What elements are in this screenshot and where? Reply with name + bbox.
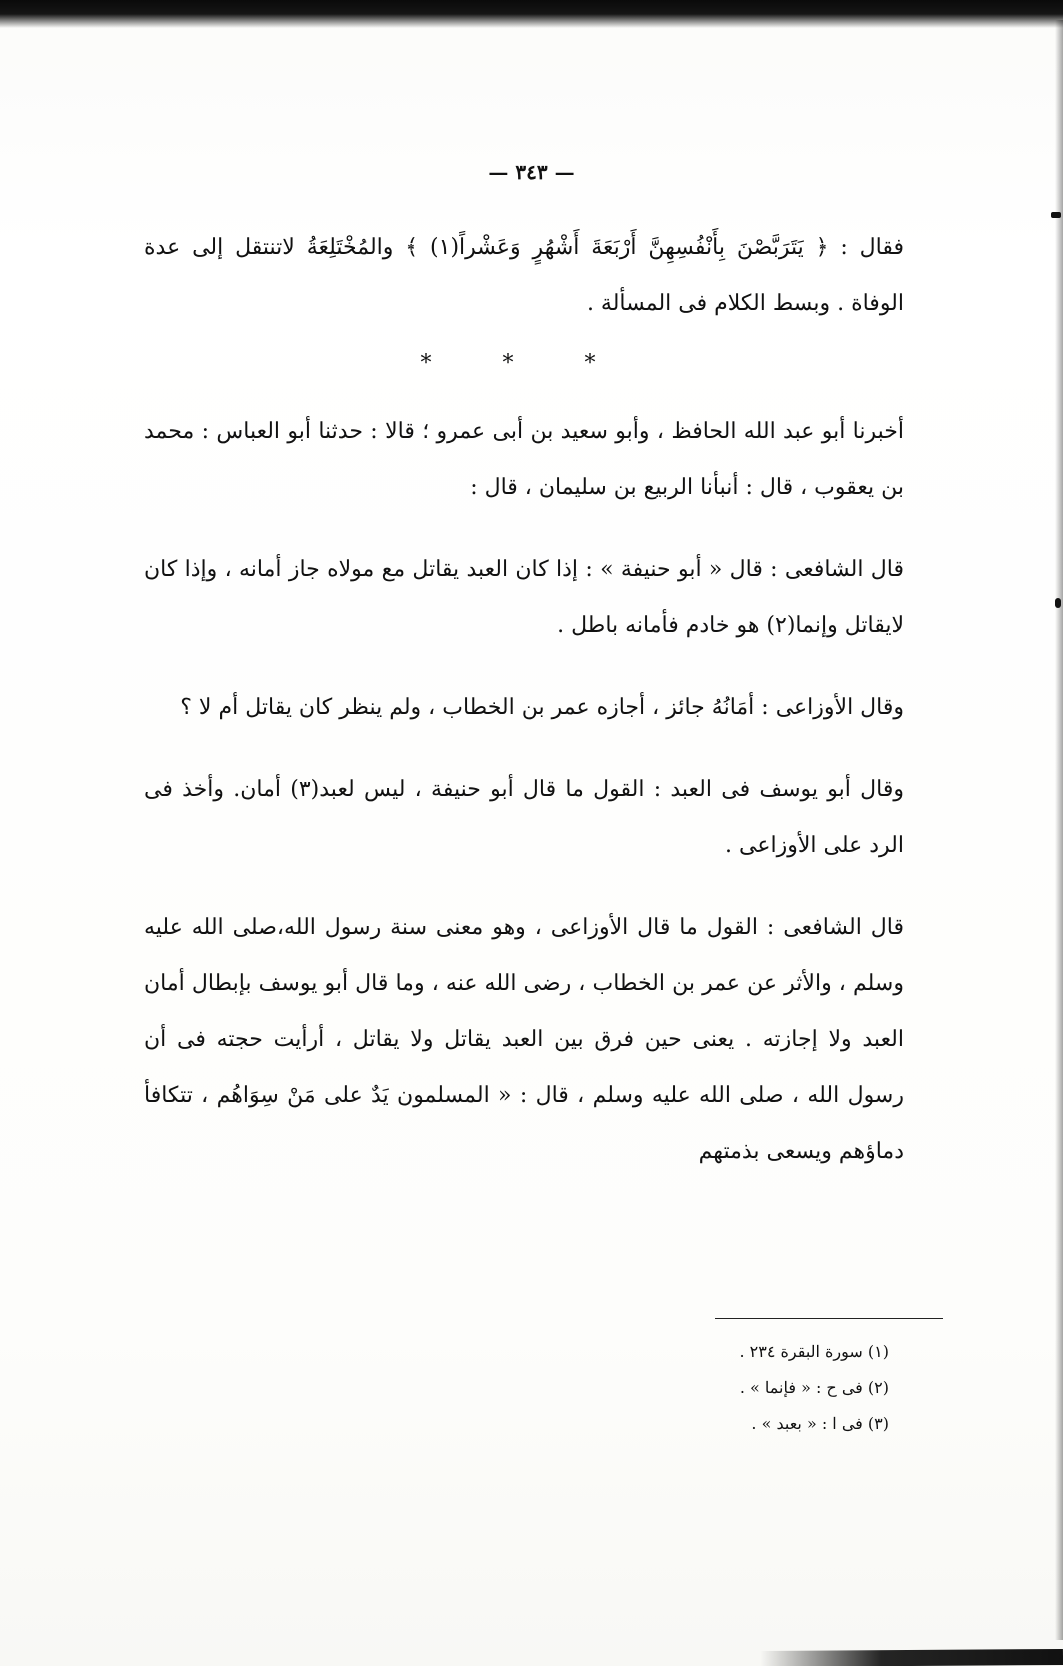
scan-edge-right bbox=[1055, 20, 1063, 1640]
paragraph-shafii-conclusion: قال الشافعى : القول ما قال الأوزاعى ، وهو معنى سنة رسول الله،صلى الله عليه وسلم ، والأثر عن عمر بن الخطاب ، رضى الله عنه ، وما قال أبو يوسف بإبطال أمان العبد ولا إجازته . يعنى حين فرق بين العبد يقاتل ولا يقاتل ، أرأيت حجته فى أن رسول الله ، صلى الله عليه وسلم ، قال : « المسلمون يَدٌ على مَنْ سِوَاهُم ، تتكافأ دماؤهم ويسعى بذمتهم bbox=[144, 915, 904, 1164]
footnote-divider bbox=[715, 1318, 943, 1319]
footnotes bbox=[589, 1334, 889, 1442]
footnote-3: (٣) فى ا : « بعبد » . bbox=[751, 1414, 889, 1433]
paragraph-quran-verse: فقال : ﴿ يَتَرَبَّصْنَ بِأَنْفُسِهِنَّ أَرْبَعَةَ أَشْهُرٍ وَعَشْراً(١) ﴾ والمُخْتَلِعَةُ لاتنتقل إلى عدة الوفاة . وبسط الكلام فى المسألة . bbox=[144, 235, 904, 316]
paragraph-abu-yusuf: وقال أبو يوسف فى العبد : القول ما قال أبو حنيفة ، ليس لعبد(٣) أمان. وأخذ فى الرد على الأوزاعى . bbox=[144, 777, 904, 858]
section-separator: * * * bbox=[420, 351, 628, 376]
paragraph-shafii-abu-hanifa: قال الشافعى : قال « أبو حنيفة » : إذا كان العبد يقاتل مع مولاه جاز أمانه ، وإذا كان لايقاتل وإنما(٢) هو خادم فأمانه باطل . bbox=[144, 557, 904, 638]
margin-mark bbox=[1055, 598, 1061, 608]
footnote-2: (٢) فى ح : « فإنما » . bbox=[739, 1378, 889, 1397]
margin-mark bbox=[1051, 212, 1061, 218]
paragraph-awzai: وقال الأوزاعى : أمَانُهُ جائز ، أجازه عمر بن الخطاب ، ولم ينظر كان يقاتل أم لا ؟ bbox=[180, 695, 904, 720]
scan-edge-top bbox=[0, 0, 1063, 28]
paragraph-isnad: أخبرنا أبو عبد الله الحافظ ، وأبو سعيد بن أبى عمرو ؛ قالا : حدثنا أبو العباس : محمد بن يعقوب ، قال : أنبأنا الربيع بن سليمان ، قال : bbox=[144, 419, 904, 500]
page-number: — ٣٤٣ — bbox=[488, 160, 575, 184]
scan-edge-bottom bbox=[760, 1649, 1063, 1666]
footnote-1: (١) سورة البقرة ٢٣٤ . bbox=[739, 1342, 889, 1361]
